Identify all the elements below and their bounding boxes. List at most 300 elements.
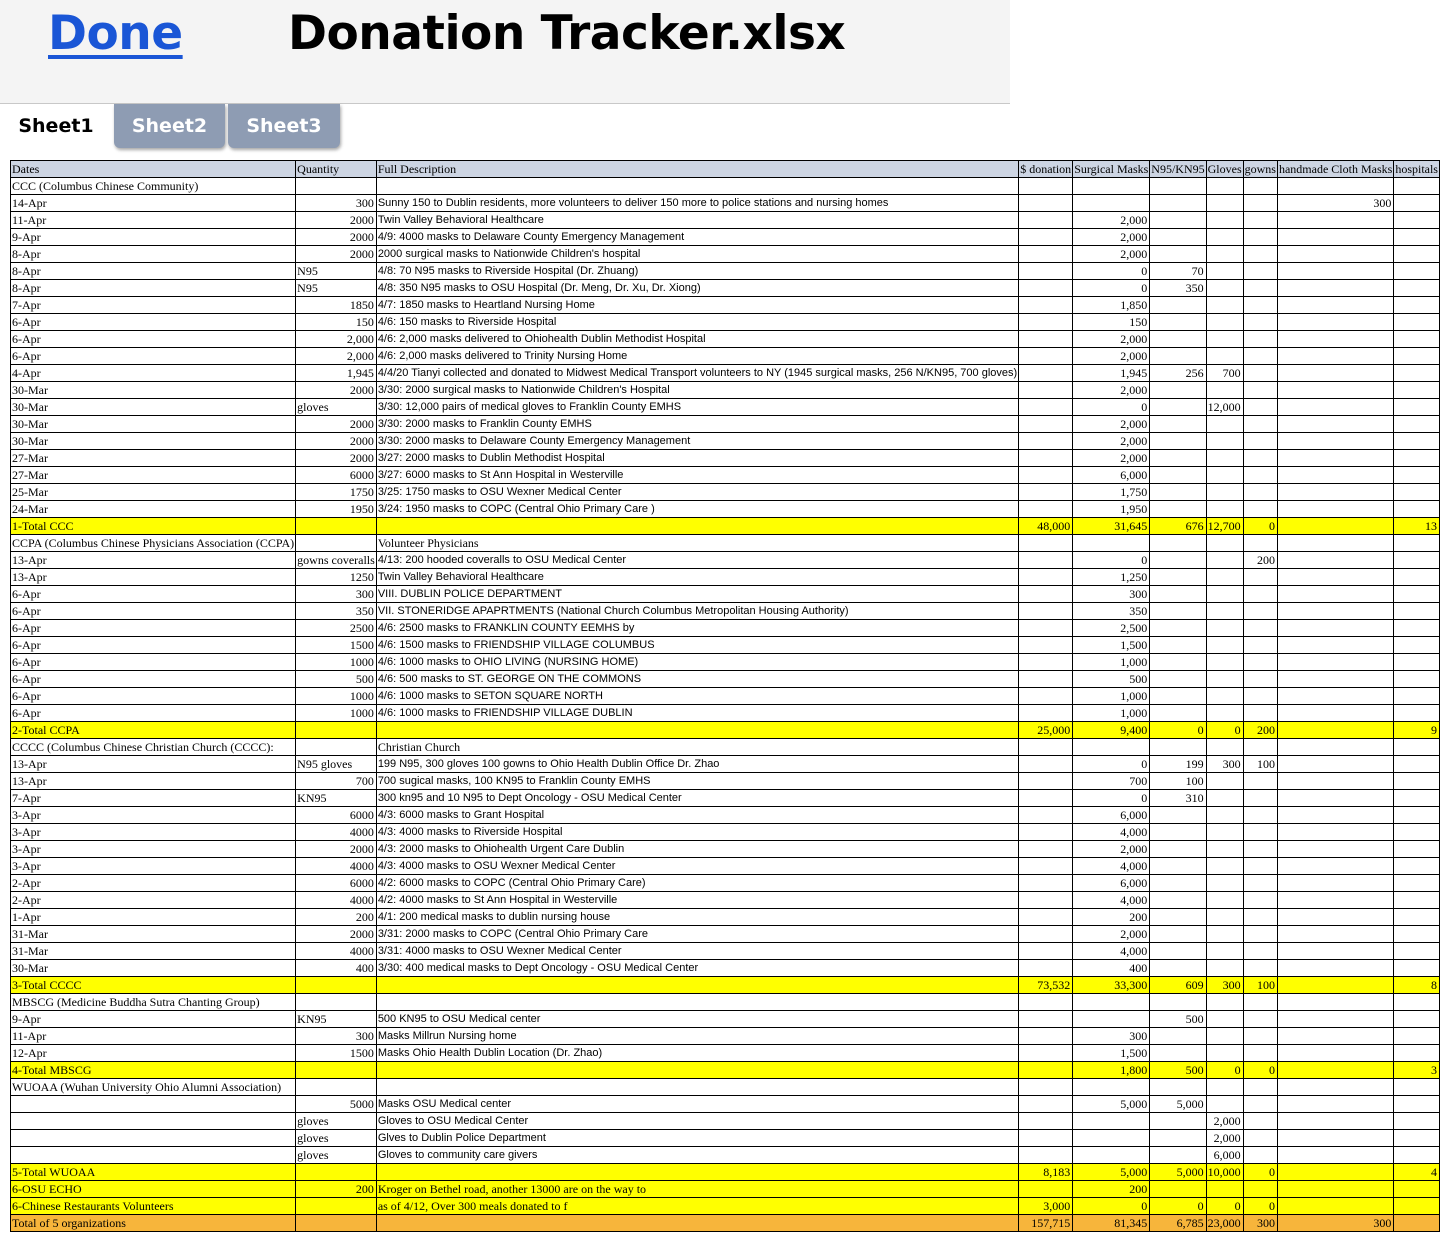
- cell-r39-c7[interactable]: [1243, 824, 1277, 841]
- column-header[interactable]: [1277, 161, 1393, 178]
- cell-r32-c0[interactable]: [11, 705, 296, 722]
- cell-r17-c4[interactable]: [1073, 450, 1150, 467]
- cell-r36-c1[interactable]: [296, 773, 377, 790]
- cell-r10-c0[interactable]: [11, 331, 296, 348]
- cell-r19-c3[interactable]: [1019, 484, 1073, 501]
- cell-r35-c3[interactable]: [1019, 756, 1073, 773]
- cell-r37-c2[interactable]: [376, 790, 1018, 807]
- cell-r60-c7[interactable]: [1243, 1181, 1277, 1198]
- cell-r22-c1[interactable]: [296, 535, 377, 552]
- cell-r27-c0[interactable]: [11, 620, 296, 637]
- cell-r12-c2[interactable]: [376, 365, 1018, 382]
- cell-r25-c5[interactable]: [1150, 586, 1206, 603]
- cell-r52-c6[interactable]: [1206, 1045, 1243, 1062]
- cell-r31-c3[interactable]: [1019, 688, 1073, 705]
- cell-r39-c4[interactable]: [1073, 824, 1150, 841]
- column-header[interactable]: [1150, 161, 1206, 178]
- column-header[interactable]: [1019, 161, 1073, 178]
- cell-r14-c6[interactable]: [1206, 399, 1243, 416]
- cell-r61-c2[interactable]: [376, 1198, 1018, 1215]
- cell-r30-c8[interactable]: [1277, 671, 1393, 688]
- cell-r2-c7[interactable]: [1243, 195, 1277, 212]
- cell-r11-c9[interactable]: [1394, 348, 1440, 365]
- cell-r2-c8[interactable]: [1277, 195, 1393, 212]
- cell-r5-c4[interactable]: [1073, 246, 1150, 263]
- cell-r11-c4[interactable]: [1073, 348, 1150, 365]
- cell-r41-c7[interactable]: [1243, 858, 1277, 875]
- cell-r44-c0[interactable]: [11, 909, 296, 926]
- cell-r56-c0[interactable]: [11, 1113, 296, 1130]
- cell-r45-c8[interactable]: [1277, 926, 1393, 943]
- cell-r61-c9[interactable]: [1394, 1198, 1440, 1215]
- cell-r58-c9[interactable]: [1394, 1147, 1440, 1164]
- cell-r59-c6[interactable]: [1206, 1164, 1243, 1181]
- cell-r4-c5[interactable]: [1150, 229, 1206, 246]
- cell-r51-c0[interactable]: [11, 1028, 296, 1045]
- cell-r7-c1[interactable]: [296, 280, 377, 297]
- cell-r23-c3[interactable]: [1019, 552, 1073, 569]
- cell-r4-c9[interactable]: [1394, 229, 1440, 246]
- cell-r47-c8[interactable]: [1277, 960, 1393, 977]
- cell-r24-c0[interactable]: [11, 569, 296, 586]
- cell-r62-c1[interactable]: [296, 1215, 377, 1232]
- cell-r39-c6[interactable]: [1206, 824, 1243, 841]
- cell-r58-c5[interactable]: [1150, 1147, 1206, 1164]
- cell-r10-c3[interactable]: [1019, 331, 1073, 348]
- cell-r47-c3[interactable]: [1019, 960, 1073, 977]
- cell-r29-c9[interactable]: [1394, 654, 1440, 671]
- cell-r1-c0[interactable]: [11, 178, 296, 195]
- cell-r61-c6[interactable]: [1206, 1198, 1243, 1215]
- cell-r29-c6[interactable]: [1206, 654, 1243, 671]
- cell-r3-c4[interactable]: [1073, 212, 1150, 229]
- cell-r49-c7[interactable]: [1243, 994, 1277, 1011]
- cell-r57-c5[interactable]: [1150, 1130, 1206, 1147]
- cell-r4-c7[interactable]: [1243, 229, 1277, 246]
- cell-r32-c6[interactable]: [1206, 705, 1243, 722]
- cell-r52-c3[interactable]: [1019, 1045, 1073, 1062]
- cell-r29-c0[interactable]: [11, 654, 296, 671]
- cell-r59-c0[interactable]: [11, 1164, 296, 1181]
- cell-r24-c3[interactable]: [1019, 569, 1073, 586]
- cell-r5-c1[interactable]: [296, 246, 377, 263]
- cell-r35-c4[interactable]: [1073, 756, 1150, 773]
- cell-r32-c7[interactable]: [1243, 705, 1277, 722]
- cell-r10-c2[interactable]: [376, 331, 1018, 348]
- cell-r36-c5[interactable]: [1150, 773, 1206, 790]
- cell-r24-c7[interactable]: [1243, 569, 1277, 586]
- cell-r31-c8[interactable]: [1277, 688, 1393, 705]
- cell-r19-c4[interactable]: [1073, 484, 1150, 501]
- cell-r50-c7[interactable]: [1243, 1011, 1277, 1028]
- cell-r44-c7[interactable]: [1243, 909, 1277, 926]
- cell-r42-c8[interactable]: [1277, 875, 1393, 892]
- cell-r8-c0[interactable]: [11, 297, 296, 314]
- cell-r48-c8[interactable]: [1277, 977, 1393, 994]
- cell-r28-c5[interactable]: [1150, 637, 1206, 654]
- cell-r53-c9[interactable]: [1394, 1062, 1440, 1079]
- cell-r56-c9[interactable]: [1394, 1113, 1440, 1130]
- cell-r3-c0[interactable]: [11, 212, 296, 229]
- cell-r56-c1[interactable]: [296, 1113, 377, 1130]
- cell-r1-c4[interactable]: [1073, 178, 1150, 195]
- cell-r17-c6[interactable]: [1206, 450, 1243, 467]
- cell-r21-c3[interactable]: [1019, 518, 1073, 535]
- cell-r48-c7[interactable]: [1243, 977, 1277, 994]
- cell-r39-c5[interactable]: [1150, 824, 1206, 841]
- cell-r42-c2[interactable]: [376, 875, 1018, 892]
- cell-r17-c2[interactable]: [376, 450, 1018, 467]
- cell-r62-c6[interactable]: [1206, 1215, 1243, 1232]
- cell-r33-c4[interactable]: [1073, 722, 1150, 739]
- cell-r14-c0[interactable]: [11, 399, 296, 416]
- cell-r6-c5[interactable]: [1150, 263, 1206, 280]
- cell-r16-c0[interactable]: [11, 433, 296, 450]
- cell-r48-c1[interactable]: [296, 977, 377, 994]
- cell-r30-c4[interactable]: [1073, 671, 1150, 688]
- cell-r16-c7[interactable]: [1243, 433, 1277, 450]
- cell-r57-c3[interactable]: [1019, 1130, 1073, 1147]
- cell-r39-c8[interactable]: [1277, 824, 1393, 841]
- cell-r50-c9[interactable]: [1394, 1011, 1440, 1028]
- cell-r4-c2[interactable]: [376, 229, 1018, 246]
- cell-r3-c6[interactable]: [1206, 212, 1243, 229]
- cell-r37-c7[interactable]: [1243, 790, 1277, 807]
- cell-r30-c6[interactable]: [1206, 671, 1243, 688]
- cell-r6-c6[interactable]: [1206, 263, 1243, 280]
- cell-r5-c9[interactable]: [1394, 246, 1440, 263]
- cell-r37-c6[interactable]: [1206, 790, 1243, 807]
- cell-r60-c4[interactable]: [1073, 1181, 1150, 1198]
- cell-r29-c8[interactable]: [1277, 654, 1393, 671]
- cell-r7-c2[interactable]: [376, 280, 1018, 297]
- cell-r31-c5[interactable]: [1150, 688, 1206, 705]
- cell-r11-c7[interactable]: [1243, 348, 1277, 365]
- cell-r28-c7[interactable]: [1243, 637, 1277, 654]
- cell-r21-c7[interactable]: [1243, 518, 1277, 535]
- cell-r38-c7[interactable]: [1243, 807, 1277, 824]
- cell-r57-c7[interactable]: [1243, 1130, 1277, 1147]
- cell-r32-c5[interactable]: [1150, 705, 1206, 722]
- cell-r36-c9[interactable]: [1394, 773, 1440, 790]
- cell-r45-c2[interactable]: [376, 926, 1018, 943]
- cell-r31-c7[interactable]: [1243, 688, 1277, 705]
- cell-r15-c1[interactable]: [296, 416, 377, 433]
- cell-r34-c1[interactable]: [296, 739, 377, 756]
- cell-r29-c3[interactable]: [1019, 654, 1073, 671]
- cell-r17-c3[interactable]: [1019, 450, 1073, 467]
- cell-r29-c4[interactable]: [1073, 654, 1150, 671]
- cell-r5-c8[interactable]: [1277, 246, 1393, 263]
- cell-r28-c3[interactable]: [1019, 637, 1073, 654]
- cell-r19-c2[interactable]: [376, 484, 1018, 501]
- cell-r23-c0[interactable]: [11, 552, 296, 569]
- cell-r19-c8[interactable]: [1277, 484, 1393, 501]
- cell-r58-c6[interactable]: [1206, 1147, 1243, 1164]
- cell-r34-c6[interactable]: [1206, 739, 1243, 756]
- cell-r46-c3[interactable]: [1019, 943, 1073, 960]
- cell-r25-c2[interactable]: [376, 586, 1018, 603]
- cell-r33-c1[interactable]: [296, 722, 377, 739]
- cell-r33-c0[interactable]: [11, 722, 296, 739]
- cell-r40-c1[interactable]: [296, 841, 377, 858]
- cell-r55-c8[interactable]: [1277, 1096, 1393, 1113]
- cell-r16-c4[interactable]: [1073, 433, 1150, 450]
- cell-r3-c5[interactable]: [1150, 212, 1206, 229]
- cell-r54-c7[interactable]: [1243, 1079, 1277, 1096]
- cell-r56-c6[interactable]: [1206, 1113, 1243, 1130]
- cell-r59-c5[interactable]: [1150, 1164, 1206, 1181]
- cell-r14-c7[interactable]: [1243, 399, 1277, 416]
- cell-r26-c9[interactable]: [1394, 603, 1440, 620]
- cell-r38-c1[interactable]: [296, 807, 377, 824]
- cell-r55-c0[interactable]: [11, 1096, 296, 1113]
- cell-r53-c6[interactable]: [1206, 1062, 1243, 1079]
- cell-r33-c9[interactable]: [1394, 722, 1440, 739]
- cell-r36-c8[interactable]: [1277, 773, 1393, 790]
- cell-r16-c6[interactable]: [1206, 433, 1243, 450]
- cell-r61-c7[interactable]: [1243, 1198, 1277, 1215]
- cell-r13-c4[interactable]: [1073, 382, 1150, 399]
- cell-r17-c7[interactable]: [1243, 450, 1277, 467]
- cell-r41-c4[interactable]: [1073, 858, 1150, 875]
- cell-r62-c0[interactable]: [11, 1215, 296, 1232]
- cell-r60-c2[interactable]: [376, 1181, 1018, 1198]
- cell-r15-c2[interactable]: [376, 416, 1018, 433]
- cell-r14-c1[interactable]: [296, 399, 377, 416]
- cell-r43-c8[interactable]: [1277, 892, 1393, 909]
- cell-r61-c5[interactable]: [1150, 1198, 1206, 1215]
- cell-r9-c4[interactable]: [1073, 314, 1150, 331]
- cell-r46-c7[interactable]: [1243, 943, 1277, 960]
- tab-sheet1[interactable]: Sheet1: [0, 104, 112, 148]
- cell-r48-c2[interactable]: [376, 977, 1018, 994]
- cell-r41-c0[interactable]: [11, 858, 296, 875]
- cell-r6-c2[interactable]: [376, 263, 1018, 280]
- cell-r4-c6[interactable]: [1206, 229, 1243, 246]
- tab-sheet2[interactable]: Sheet2: [114, 104, 225, 148]
- cell-r46-c9[interactable]: [1394, 943, 1440, 960]
- cell-r15-c6[interactable]: [1206, 416, 1243, 433]
- cell-r46-c2[interactable]: [376, 943, 1018, 960]
- cell-r60-c6[interactable]: [1206, 1181, 1243, 1198]
- cell-r62-c2[interactable]: [376, 1215, 1018, 1232]
- cell-r37-c8[interactable]: [1277, 790, 1393, 807]
- cell-r8-c3[interactable]: [1019, 297, 1073, 314]
- cell-r18-c5[interactable]: [1150, 467, 1206, 484]
- cell-r14-c9[interactable]: [1394, 399, 1440, 416]
- cell-r26-c3[interactable]: [1019, 603, 1073, 620]
- cell-r54-c5[interactable]: [1150, 1079, 1206, 1096]
- cell-r20-c1[interactable]: [296, 501, 377, 518]
- cell-r30-c0[interactable]: [11, 671, 296, 688]
- cell-r25-c8[interactable]: [1277, 586, 1393, 603]
- cell-r50-c1[interactable]: [296, 1011, 377, 1028]
- cell-r8-c2[interactable]: [376, 297, 1018, 314]
- cell-r57-c0[interactable]: [11, 1130, 296, 1147]
- cell-r3-c8[interactable]: [1277, 212, 1393, 229]
- cell-r34-c5[interactable]: [1150, 739, 1206, 756]
- cell-r40-c3[interactable]: [1019, 841, 1073, 858]
- cell-r42-c6[interactable]: [1206, 875, 1243, 892]
- cell-r28-c1[interactable]: [296, 637, 377, 654]
- cell-r51-c5[interactable]: [1150, 1028, 1206, 1045]
- cell-r50-c8[interactable]: [1277, 1011, 1393, 1028]
- cell-r16-c9[interactable]: [1394, 433, 1440, 450]
- cell-r46-c6[interactable]: [1206, 943, 1243, 960]
- cell-r10-c7[interactable]: [1243, 331, 1277, 348]
- cell-r2-c5[interactable]: [1150, 195, 1206, 212]
- cell-r50-c0[interactable]: [11, 1011, 296, 1028]
- cell-r1-c8[interactable]: [1277, 178, 1393, 195]
- cell-r27-c6[interactable]: [1206, 620, 1243, 637]
- cell-r12-c1[interactable]: [296, 365, 377, 382]
- cell-r37-c5[interactable]: [1150, 790, 1206, 807]
- cell-r3-c7[interactable]: [1243, 212, 1277, 229]
- cell-r33-c3[interactable]: [1019, 722, 1073, 739]
- cell-r44-c2[interactable]: [376, 909, 1018, 926]
- cell-r2-c3[interactable]: [1019, 195, 1073, 212]
- cell-r54-c1[interactable]: [296, 1079, 377, 1096]
- cell-r13-c6[interactable]: [1206, 382, 1243, 399]
- cell-r57-c1[interactable]: [296, 1130, 377, 1147]
- cell-r7-c5[interactable]: [1150, 280, 1206, 297]
- cell-r59-c1[interactable]: [296, 1164, 377, 1181]
- cell-r62-c4[interactable]: [1073, 1215, 1150, 1232]
- cell-r2-c2[interactable]: [376, 195, 1018, 212]
- cell-r18-c6[interactable]: [1206, 467, 1243, 484]
- cell-r61-c8[interactable]: [1277, 1198, 1393, 1215]
- cell-r48-c5[interactable]: [1150, 977, 1206, 994]
- cell-r45-c4[interactable]: [1073, 926, 1150, 943]
- cell-r35-c5[interactable]: [1150, 756, 1206, 773]
- cell-r55-c5[interactable]: [1150, 1096, 1206, 1113]
- cell-r20-c7[interactable]: [1243, 501, 1277, 518]
- cell-r13-c0[interactable]: [11, 382, 296, 399]
- cell-r15-c8[interactable]: [1277, 416, 1393, 433]
- cell-r50-c6[interactable]: [1206, 1011, 1243, 1028]
- cell-r36-c0[interactable]: [11, 773, 296, 790]
- cell-r5-c2[interactable]: [376, 246, 1018, 263]
- cell-r46-c0[interactable]: [11, 943, 296, 960]
- cell-r60-c9[interactable]: [1394, 1181, 1440, 1198]
- cell-r31-c1[interactable]: [296, 688, 377, 705]
- cell-r61-c0[interactable]: [11, 1198, 296, 1215]
- cell-r28-c6[interactable]: [1206, 637, 1243, 654]
- cell-r27-c8[interactable]: [1277, 620, 1393, 637]
- cell-r7-c4[interactable]: [1073, 280, 1150, 297]
- cell-r20-c6[interactable]: [1206, 501, 1243, 518]
- cell-r49-c3[interactable]: [1019, 994, 1073, 1011]
- cell-r36-c4[interactable]: [1073, 773, 1150, 790]
- cell-r38-c8[interactable]: [1277, 807, 1393, 824]
- cell-r47-c2[interactable]: [376, 960, 1018, 977]
- cell-r30-c3[interactable]: [1019, 671, 1073, 688]
- cell-r38-c9[interactable]: [1394, 807, 1440, 824]
- cell-r47-c9[interactable]: [1394, 960, 1440, 977]
- column-header[interactable]: [11, 161, 296, 178]
- cell-r27-c9[interactable]: [1394, 620, 1440, 637]
- cell-r51-c1[interactable]: [296, 1028, 377, 1045]
- cell-r5-c0[interactable]: [11, 246, 296, 263]
- cell-r59-c9[interactable]: [1394, 1164, 1440, 1181]
- cell-r58-c7[interactable]: [1243, 1147, 1277, 1164]
- cell-r47-c7[interactable]: [1243, 960, 1277, 977]
- cell-r41-c2[interactable]: [376, 858, 1018, 875]
- cell-r7-c7[interactable]: [1243, 280, 1277, 297]
- cell-r48-c0[interactable]: [11, 977, 296, 994]
- cell-r38-c3[interactable]: [1019, 807, 1073, 824]
- cell-r47-c4[interactable]: [1073, 960, 1150, 977]
- cell-r53-c0[interactable]: [11, 1062, 296, 1079]
- cell-r50-c2[interactable]: [376, 1011, 1018, 1028]
- cell-r35-c8[interactable]: [1277, 756, 1393, 773]
- cell-r25-c6[interactable]: [1206, 586, 1243, 603]
- cell-r7-c0[interactable]: [11, 280, 296, 297]
- cell-r60-c3[interactable]: [1019, 1181, 1073, 1198]
- cell-r22-c3[interactable]: [1019, 535, 1073, 552]
- cell-r56-c4[interactable]: [1073, 1113, 1150, 1130]
- cell-r11-c2[interactable]: [376, 348, 1018, 365]
- cell-r28-c8[interactable]: [1277, 637, 1393, 654]
- cell-r49-c1[interactable]: [296, 994, 377, 1011]
- cell-r55-c3[interactable]: [1019, 1096, 1073, 1113]
- cell-r36-c7[interactable]: [1243, 773, 1277, 790]
- cell-r54-c8[interactable]: [1277, 1079, 1393, 1096]
- cell-r30-c1[interactable]: [296, 671, 377, 688]
- cell-r4-c8[interactable]: [1277, 229, 1393, 246]
- cell-r62-c8[interactable]: [1277, 1215, 1393, 1232]
- cell-r8-c6[interactable]: [1206, 297, 1243, 314]
- cell-r40-c5[interactable]: [1150, 841, 1206, 858]
- cell-r12-c7[interactable]: [1243, 365, 1277, 382]
- cell-r17-c5[interactable]: [1150, 450, 1206, 467]
- cell-r26-c8[interactable]: [1277, 603, 1393, 620]
- cell-r27-c7[interactable]: [1243, 620, 1277, 637]
- cell-r53-c7[interactable]: [1243, 1062, 1277, 1079]
- cell-r60-c8[interactable]: [1277, 1181, 1393, 1198]
- cell-r41-c6[interactable]: [1206, 858, 1243, 875]
- cell-r34-c8[interactable]: [1277, 739, 1393, 756]
- cell-r25-c3[interactable]: [1019, 586, 1073, 603]
- cell-r6-c8[interactable]: [1277, 263, 1393, 280]
- cell-r44-c3[interactable]: [1019, 909, 1073, 926]
- cell-r28-c2[interactable]: [376, 637, 1018, 654]
- cell-r45-c3[interactable]: [1019, 926, 1073, 943]
- cell-r51-c3[interactable]: [1019, 1028, 1073, 1045]
- cell-r43-c9[interactable]: [1394, 892, 1440, 909]
- cell-r20-c4[interactable]: [1073, 501, 1150, 518]
- cell-r3-c1[interactable]: [296, 212, 377, 229]
- cell-r31-c4[interactable]: [1073, 688, 1150, 705]
- cell-r11-c6[interactable]: [1206, 348, 1243, 365]
- cell-r21-c1[interactable]: [296, 518, 377, 535]
- cell-r12-c4[interactable]: [1073, 365, 1150, 382]
- cell-r22-c8[interactable]: [1277, 535, 1393, 552]
- cell-r49-c6[interactable]: [1206, 994, 1243, 1011]
- cell-r40-c9[interactable]: [1394, 841, 1440, 858]
- cell-r19-c6[interactable]: [1206, 484, 1243, 501]
- cell-r49-c4[interactable]: [1073, 994, 1150, 1011]
- cell-r53-c1[interactable]: [296, 1062, 377, 1079]
- cell-r52-c1[interactable]: [296, 1045, 377, 1062]
- cell-r29-c2[interactable]: [376, 654, 1018, 671]
- cell-r27-c3[interactable]: [1019, 620, 1073, 637]
- column-header[interactable]: [376, 161, 1018, 178]
- cell-r25-c7[interactable]: [1243, 586, 1277, 603]
- cell-r50-c5[interactable]: [1150, 1011, 1206, 1028]
- cell-r41-c8[interactable]: [1277, 858, 1393, 875]
